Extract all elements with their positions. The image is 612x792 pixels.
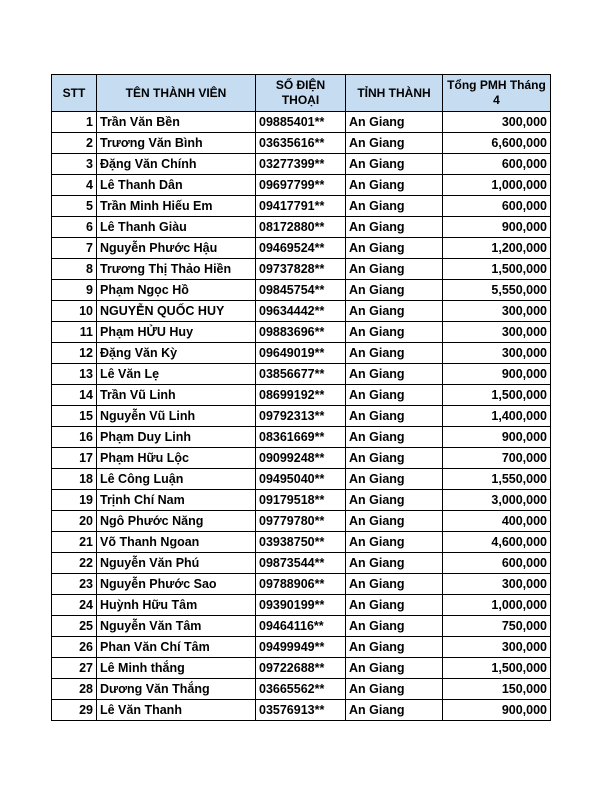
cell-stt: 7: [52, 238, 97, 259]
cell-total: 1,500,000: [443, 385, 551, 406]
cell-stt: 20: [52, 511, 97, 532]
cell-phone: 09722688**: [256, 658, 346, 679]
cell-name: Dương Văn Thắng: [97, 679, 256, 700]
table-row: [52, 406, 551, 427]
cell-name: Nguyễn Phước Sao: [97, 574, 256, 595]
cell-province: An Giang: [346, 217, 443, 238]
cell-phone: 03576913**: [256, 700, 346, 721]
table-row: [52, 637, 551, 658]
cell-stt: 4: [52, 175, 97, 196]
cell-phone: 09788906**: [256, 574, 346, 595]
cell-phone: 03635616**: [256, 133, 346, 154]
cell-stt: 23: [52, 574, 97, 595]
cell-name: Phạm Hữu Lộc: [97, 448, 256, 469]
cell-total: 1,550,000: [443, 469, 551, 490]
cell-name: Lê Văn Lẹ: [97, 364, 256, 385]
cell-stt: 18: [52, 469, 97, 490]
cell-province: An Giang: [346, 133, 443, 154]
cell-phone: 09495040**: [256, 469, 346, 490]
cell-stt: 6: [52, 217, 97, 238]
cell-province: An Giang: [346, 700, 443, 721]
table-row: [52, 364, 551, 385]
cell-province: An Giang: [346, 280, 443, 301]
cell-name: Trương Văn Bình: [97, 133, 256, 154]
cell-province: An Giang: [346, 301, 443, 322]
header-stt: STT: [52, 75, 97, 112]
cell-province: An Giang: [346, 595, 443, 616]
cell-phone: 09464116**: [256, 616, 346, 637]
table-row: [52, 532, 551, 553]
cell-phone: 09883696**: [256, 322, 346, 343]
members-table: [51, 74, 551, 721]
cell-province: An Giang: [346, 427, 443, 448]
cell-name: Nguyễn Văn Phú: [97, 553, 256, 574]
cell-stt: 25: [52, 616, 97, 637]
cell-name: Ngô Phước Năng: [97, 511, 256, 532]
cell-total: 1,500,000: [443, 658, 551, 679]
cell-name: Huỳnh Hữu Tâm: [97, 595, 256, 616]
cell-total: 1,000,000: [443, 595, 551, 616]
cell-stt: 9: [52, 280, 97, 301]
cell-phone: 09737828**: [256, 259, 346, 280]
cell-name: Nguyễn Vũ Linh: [97, 406, 256, 427]
table-row: [52, 700, 551, 721]
cell-phone: 09099248**: [256, 448, 346, 469]
table-row: [52, 427, 551, 448]
cell-province: An Giang: [346, 448, 443, 469]
cell-total: 1,400,000: [443, 406, 551, 427]
cell-stt: 2: [52, 133, 97, 154]
cell-phone: 09649019**: [256, 343, 346, 364]
cell-phone: 03277399**: [256, 154, 346, 175]
table-row: [52, 679, 551, 700]
cell-total: 3,000,000: [443, 490, 551, 511]
cell-name: Phạm Ngọc Hồ: [97, 280, 256, 301]
table-row: [52, 616, 551, 637]
cell-province: An Giang: [346, 469, 443, 490]
table-header: [52, 75, 551, 112]
cell-name: Nguyễn Văn Tâm: [97, 616, 256, 637]
cell-name: Phạm HỬU Huy: [97, 322, 256, 343]
cell-stt: 17: [52, 448, 97, 469]
table-row: [52, 259, 551, 280]
cell-province: An Giang: [346, 196, 443, 217]
cell-province: An Giang: [346, 175, 443, 196]
cell-total: 300,000: [443, 301, 551, 322]
cell-total: 600,000: [443, 196, 551, 217]
cell-phone: 09417791**: [256, 196, 346, 217]
cell-stt: 12: [52, 343, 97, 364]
cell-name: Lê Công Luận: [97, 469, 256, 490]
cell-total: 300,000: [443, 574, 551, 595]
table-row: [52, 196, 551, 217]
header-phone: SỐ ĐIỆN THOẠI: [256, 75, 346, 112]
cell-phone: 09792313**: [256, 406, 346, 427]
cell-province: An Giang: [346, 385, 443, 406]
cell-total: 150,000: [443, 679, 551, 700]
cell-stt: 10: [52, 301, 97, 322]
cell-province: An Giang: [346, 511, 443, 532]
table-row: [52, 133, 551, 154]
cell-total: 700,000: [443, 448, 551, 469]
cell-total: 5,550,000: [443, 280, 551, 301]
cell-total: 750,000: [443, 616, 551, 637]
table-row: [52, 238, 551, 259]
cell-total: 300,000: [443, 637, 551, 658]
cell-province: An Giang: [346, 679, 443, 700]
cell-phone: 08699192**: [256, 385, 346, 406]
cell-stt: 13: [52, 364, 97, 385]
table-row: [52, 658, 551, 679]
cell-name: Trần Văn Bền: [97, 112, 256, 133]
header-name: TÊN THÀNH VIÊN: [97, 75, 256, 112]
cell-stt: 16: [52, 427, 97, 448]
cell-stt: 3: [52, 154, 97, 175]
cell-stt: 11: [52, 322, 97, 343]
cell-phone: 09634442**: [256, 301, 346, 322]
header-row: [52, 75, 551, 112]
cell-name: Trương Thị Thảo Hiền: [97, 259, 256, 280]
cell-phone: 09697799**: [256, 175, 346, 196]
cell-phone: 03938750**: [256, 532, 346, 553]
table-row: [52, 217, 551, 238]
cell-province: An Giang: [346, 322, 443, 343]
cell-name: Phạm Duy Linh: [97, 427, 256, 448]
cell-name: Trần Vũ Linh: [97, 385, 256, 406]
cell-province: An Giang: [346, 259, 443, 280]
cell-name: Đặng Văn Chính: [97, 154, 256, 175]
cell-province: An Giang: [346, 553, 443, 574]
cell-phone: 08172880**: [256, 217, 346, 238]
table-row: [52, 343, 551, 364]
cell-total: 4,600,000: [443, 532, 551, 553]
cell-stt: 1: [52, 112, 97, 133]
cell-phone: 09845754**: [256, 280, 346, 301]
cell-name: Lê Thanh Dân: [97, 175, 256, 196]
cell-stt: 29: [52, 700, 97, 721]
cell-name: Lê Minh thắng: [97, 658, 256, 679]
table-row: [52, 280, 551, 301]
table-row: [52, 385, 551, 406]
table-row: [52, 595, 551, 616]
cell-stt: 19: [52, 490, 97, 511]
table-row: [52, 490, 551, 511]
cell-name: Nguyễn Phước Hậu: [97, 238, 256, 259]
cell-total: 900,000: [443, 700, 551, 721]
header-province: TỈNH THÀNH: [346, 75, 443, 112]
cell-name: Trần Minh Hiếu Em: [97, 196, 256, 217]
cell-stt: 22: [52, 553, 97, 574]
cell-phone: 09390199**: [256, 595, 346, 616]
cell-name: Lê Thanh Giàu: [97, 217, 256, 238]
cell-stt: 27: [52, 658, 97, 679]
cell-stt: 8: [52, 259, 97, 280]
cell-stt: 21: [52, 532, 97, 553]
cell-phone: 03856677**: [256, 364, 346, 385]
table-row: [52, 154, 551, 175]
cell-total: 300,000: [443, 112, 551, 133]
cell-province: An Giang: [346, 406, 443, 427]
cell-province: An Giang: [346, 238, 443, 259]
cell-phone: 09873544**: [256, 553, 346, 574]
table-row: [52, 322, 551, 343]
cell-total: 400,000: [443, 511, 551, 532]
cell-province: An Giang: [346, 616, 443, 637]
cell-name: Trịnh Chí Nam: [97, 490, 256, 511]
cell-province: An Giang: [346, 490, 443, 511]
table-row: [52, 301, 551, 322]
cell-stt: 15: [52, 406, 97, 427]
cell-stt: 26: [52, 637, 97, 658]
cell-total: 900,000: [443, 217, 551, 238]
cell-total: 600,000: [443, 553, 551, 574]
cell-name: Lê Văn Thanh: [97, 700, 256, 721]
cell-phone: 09499949**: [256, 637, 346, 658]
table-row: [52, 448, 551, 469]
table-row: [52, 574, 551, 595]
cell-total: 900,000: [443, 364, 551, 385]
cell-phone: 09179518**: [256, 490, 346, 511]
cell-total: 1,500,000: [443, 259, 551, 280]
cell-province: An Giang: [346, 112, 443, 133]
cell-total: 1,000,000: [443, 175, 551, 196]
cell-total: 300,000: [443, 322, 551, 343]
cell-phone: 09469524**: [256, 238, 346, 259]
cell-province: An Giang: [346, 574, 443, 595]
table-body: [52, 112, 551, 721]
table-row: [52, 112, 551, 133]
table-row: [52, 469, 551, 490]
header-total: Tổng PMH Tháng 4: [443, 75, 551, 112]
cell-total: 6,600,000: [443, 133, 551, 154]
cell-province: An Giang: [346, 154, 443, 175]
table-row: [52, 175, 551, 196]
cell-stt: 24: [52, 595, 97, 616]
cell-stt: 5: [52, 196, 97, 217]
cell-name: Võ Thanh Ngoan: [97, 532, 256, 553]
cell-phone: 09885401**: [256, 112, 346, 133]
cell-stt: 14: [52, 385, 97, 406]
cell-stt: 28: [52, 679, 97, 700]
cell-name: Đặng Văn Kỳ: [97, 343, 256, 364]
cell-total: 900,000: [443, 427, 551, 448]
cell-province: An Giang: [346, 532, 443, 553]
cell-province: An Giang: [346, 364, 443, 385]
cell-phone: 08361669**: [256, 427, 346, 448]
cell-name: Phan Văn Chí Tâm: [97, 637, 256, 658]
cell-province: An Giang: [346, 343, 443, 364]
cell-total: 600,000: [443, 154, 551, 175]
table-row: [52, 553, 551, 574]
cell-phone: 09779780**: [256, 511, 346, 532]
cell-total: 1,200,000: [443, 238, 551, 259]
table-row: [52, 511, 551, 532]
cell-total: 300,000: [443, 343, 551, 364]
cell-name: NGUYỄN QUỐC HUY: [97, 301, 256, 322]
cell-province: An Giang: [346, 658, 443, 679]
cell-phone: 03665562**: [256, 679, 346, 700]
cell-province: An Giang: [346, 637, 443, 658]
